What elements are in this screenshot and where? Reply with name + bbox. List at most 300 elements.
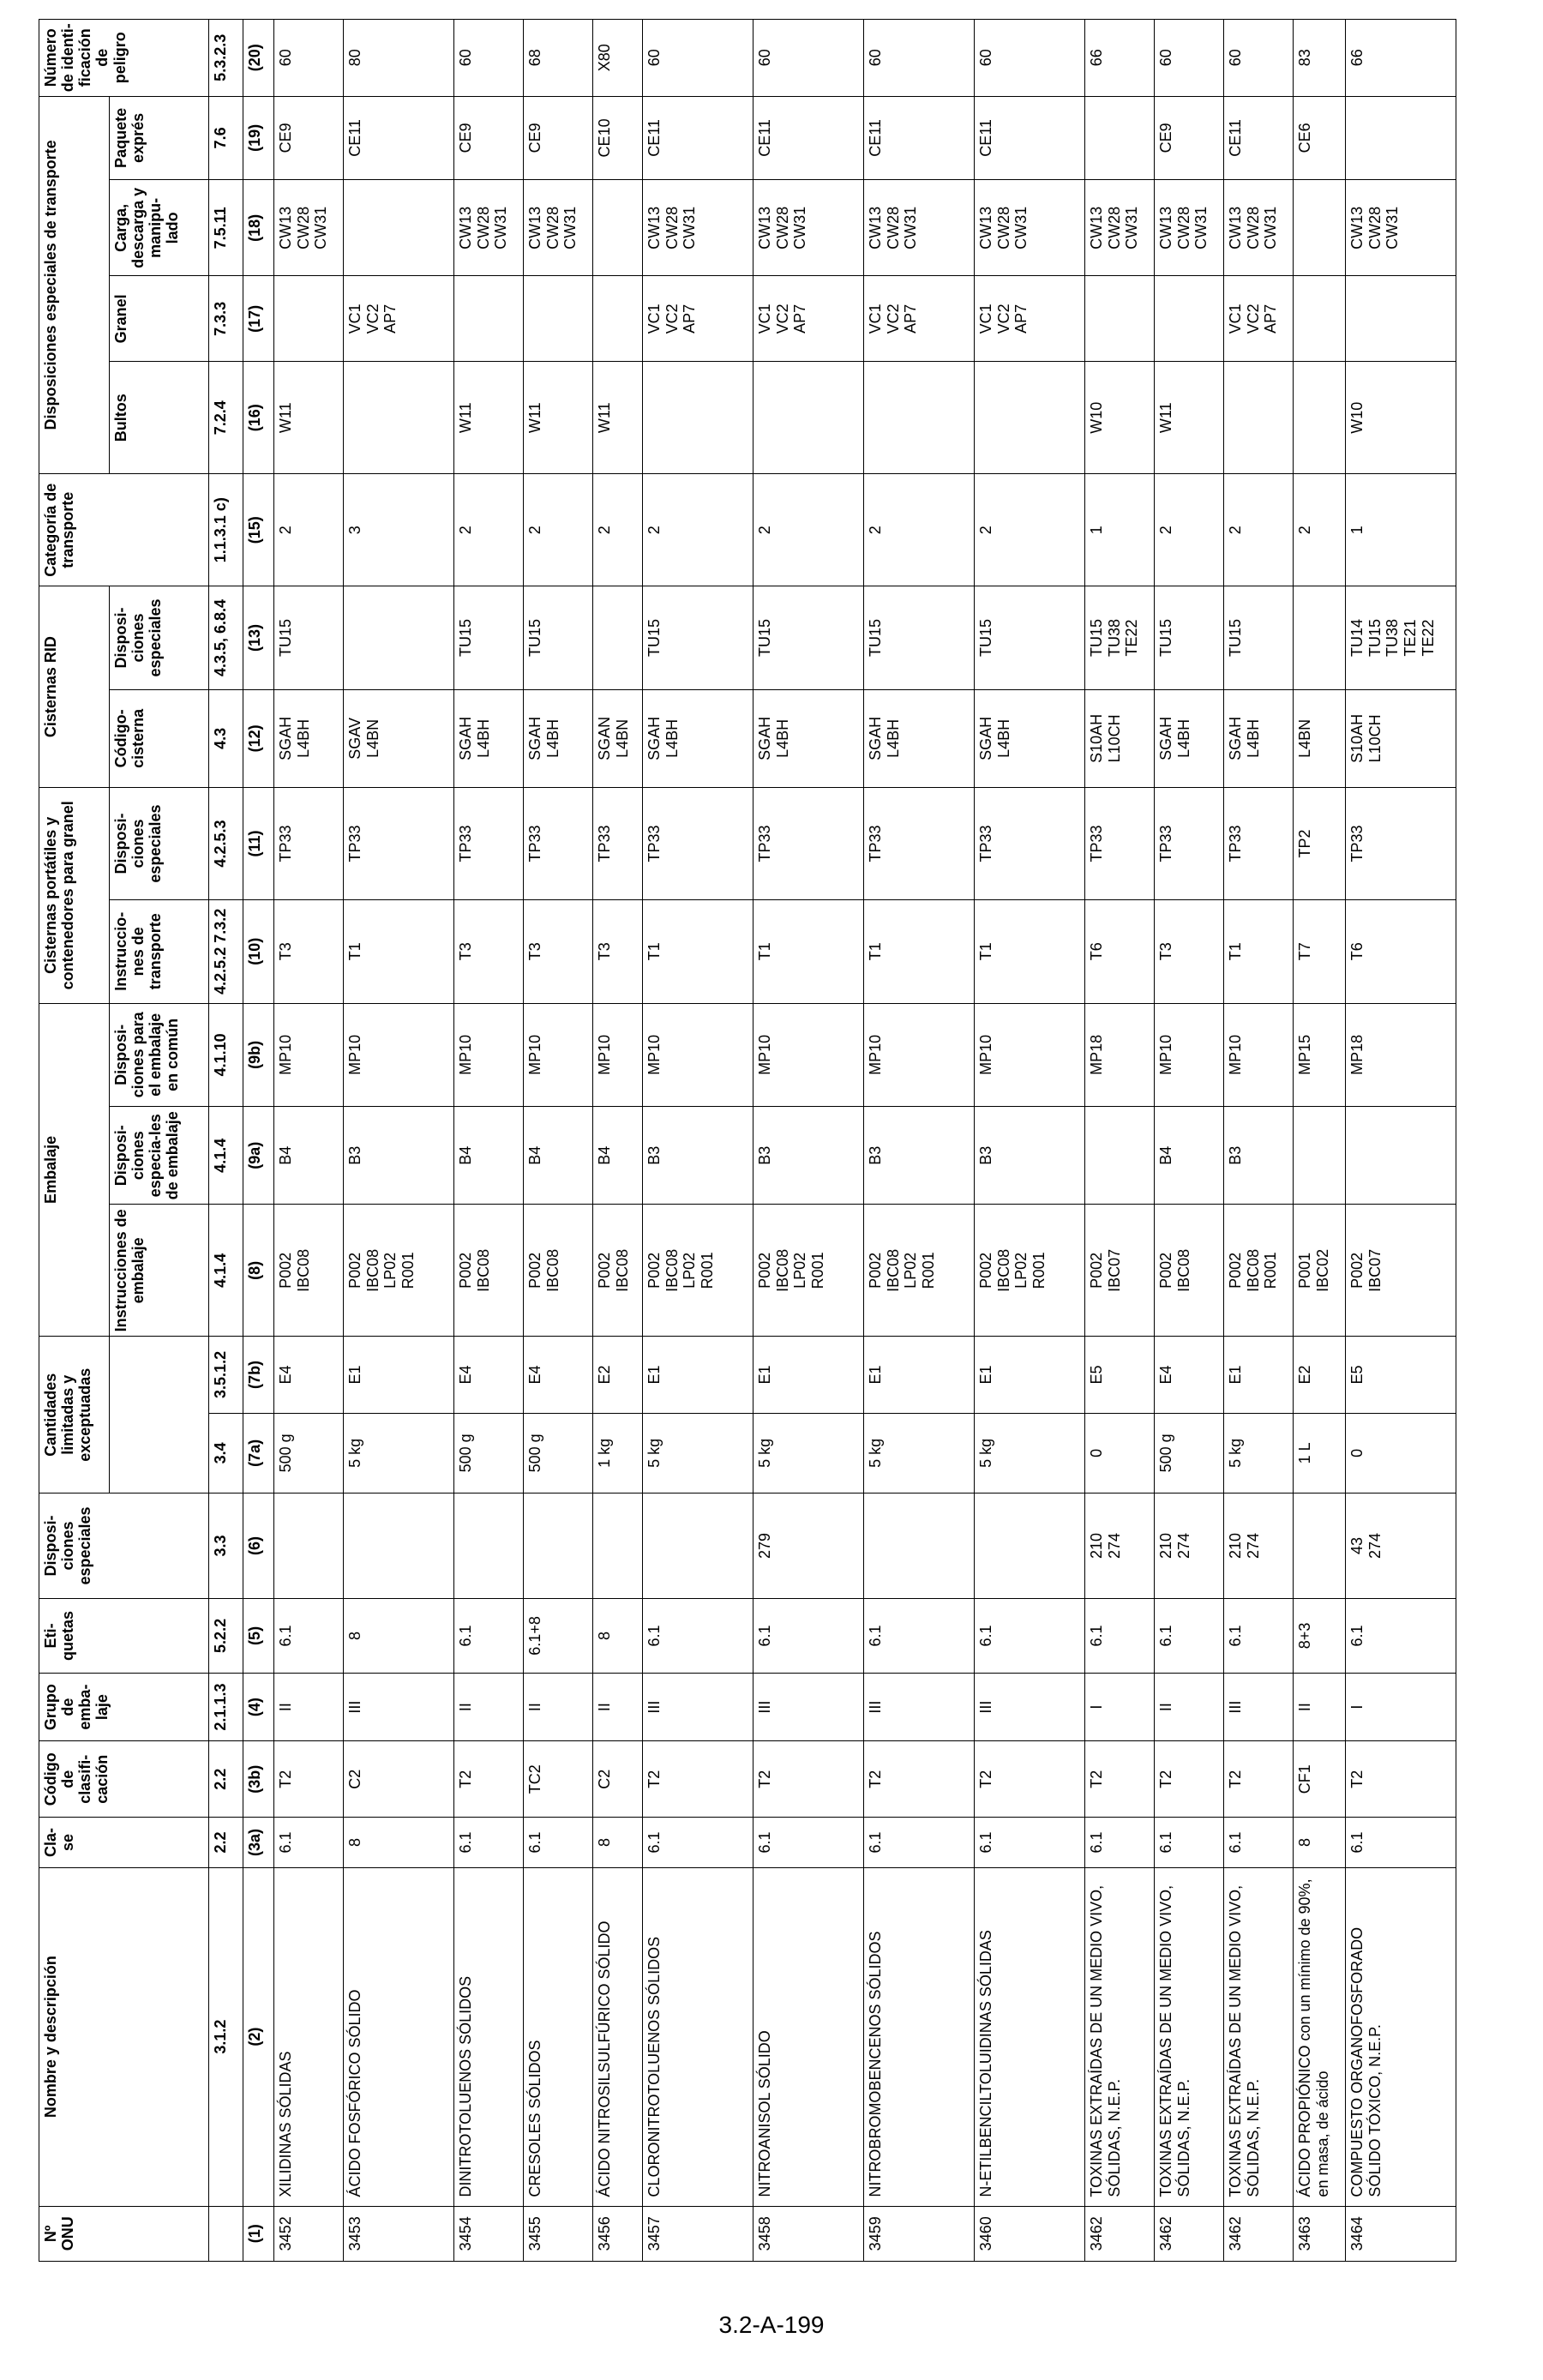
substance-name-cell: NITROANISOL SÓLIDO: [753, 1867, 864, 2206]
table-cell: 0: [1346, 1413, 1456, 1494]
column-number-cell: (4): [243, 1674, 274, 1741]
table-cell: B3: [643, 1107, 753, 1205]
table-row: [864, 20, 975, 2262]
table-cell: 2: [454, 474, 524, 586]
table-cell: [344, 1494, 454, 1599]
table-cell: 5 kg: [753, 1413, 864, 1494]
table-cell: E4: [1155, 1337, 1224, 1413]
table-cell: T6: [1346, 900, 1456, 1004]
table-cell: S10AH L10CH: [1085, 689, 1155, 787]
table-cell: MP10: [524, 1003, 593, 1107]
table-row: [1224, 20, 1294, 2262]
table-cell: TU15: [643, 586, 753, 690]
table-cell: W11: [524, 362, 593, 474]
table-cell: 5 kg: [864, 1413, 975, 1494]
table-cell: TU14 TU15 TU38 TE21 TE22: [1346, 586, 1456, 690]
table-cell: 2: [975, 474, 1085, 586]
table-cell: 6.1: [753, 1818, 864, 1867]
table-cell: 5 kg: [975, 1413, 1085, 1494]
table-cell: [593, 180, 643, 276]
table-cell: 6.1: [524, 1818, 593, 1867]
column-number-cell: (16): [243, 362, 274, 474]
table-cell: T2: [975, 1741, 1085, 1818]
header-special-packing: Disposi-ciones especia-les de embalaje: [110, 1107, 209, 1205]
table-cell: [344, 586, 454, 690]
table-cell: S10AH L10CH: [1346, 689, 1456, 787]
table-cell: T2: [1346, 1741, 1456, 1818]
table-cell: CE11: [1224, 96, 1294, 180]
table-cell: W11: [274, 362, 344, 474]
table-cell: TU15 TU38 TE22: [1085, 586, 1155, 690]
reference-cell: 4.1.4: [209, 1205, 243, 1337]
reference-cell: [209, 2206, 243, 2261]
table-cell: SGAH L4BH: [864, 689, 975, 787]
column-number-cell: (6): [243, 1494, 274, 1599]
table-cell: 6.1: [975, 1598, 1085, 1673]
table-cell: TU15: [1155, 586, 1224, 690]
table-cell: TU15: [975, 586, 1085, 690]
table-cell: 500 g: [274, 1413, 344, 1494]
table-cell: 6.1: [274, 1598, 344, 1673]
reference-cell: 3.3: [209, 1494, 243, 1599]
header-portable-tanks: Cisternas portátiles y contenedores para granel: [39, 788, 110, 1004]
un-number-cell: 3456: [593, 2206, 643, 2261]
column-number-cell: (3b): [243, 1741, 274, 1818]
header-special-transport: Disposiciones especiales de transporte: [39, 96, 110, 474]
reference-cell: 3.1.2: [209, 1867, 243, 2206]
table-cell: CE10: [593, 96, 643, 180]
column-number-cell: (17): [243, 276, 274, 362]
table-cell: [1294, 362, 1346, 474]
table-cell: [864, 362, 975, 474]
table-cell: P002 IBC08: [454, 1205, 524, 1337]
table-cell: 1: [1346, 474, 1456, 586]
table-cell: TP33: [524, 788, 593, 900]
un-number-cell: 3463: [1294, 2206, 1346, 2261]
table-cell: MP18: [1346, 1003, 1456, 1107]
table-cell: SGAN L4BN: [593, 689, 643, 787]
table-cell: TP2: [1294, 788, 1346, 900]
table-cell: [753, 362, 864, 474]
header-name: Nombre y descripción: [39, 1867, 209, 2206]
reference-cell: 4.3.5, 6.8.4: [209, 586, 243, 690]
table-cell: [1294, 180, 1346, 276]
un-number-cell: 3458: [753, 2206, 864, 2261]
table-cell: CW13 CW28 CW31: [975, 180, 1085, 276]
table-cell: 60: [454, 20, 524, 97]
table-cell: II: [454, 1674, 524, 1741]
table-cell: C2: [344, 1741, 454, 1818]
table-cell: 8: [344, 1818, 454, 1867]
reference-cell: 3.4: [209, 1413, 243, 1494]
table-row: [454, 20, 524, 2262]
header-bulk: Granel: [110, 276, 209, 362]
table-cell: [454, 276, 524, 362]
table-cell: SGAH L4BH: [753, 689, 864, 787]
table-cell: III: [864, 1674, 975, 1741]
table-cell: CE9: [1155, 96, 1224, 180]
un-number-cell: 3462: [1155, 2206, 1224, 2261]
table-cell: E1: [344, 1337, 454, 1413]
table-cell: [1085, 1107, 1155, 1205]
substance-name-cell: NITROBROMOBENCENOS SÓLIDOS: [864, 1867, 975, 2206]
table-cell: [1346, 276, 1456, 362]
table-cell: P002 IBC08 LP02 R001: [753, 1205, 864, 1337]
table-cell: SGAH L4BH: [454, 689, 524, 787]
header-special-provisions: Disposi-ciones especiales: [39, 1494, 209, 1599]
column-number-cell: (12): [243, 689, 274, 787]
table-cell: 60: [753, 20, 864, 97]
table-cell: II: [274, 1674, 344, 1741]
reference-cell: 3.5.1.2: [209, 1337, 243, 1413]
page-number: 3.2-A-199: [718, 2311, 825, 2338]
table-row: [344, 20, 454, 2262]
table-cell: CE11: [753, 96, 864, 180]
table-cell: T2: [274, 1741, 344, 1818]
table-cell: MP10: [593, 1003, 643, 1107]
table-cell: 2: [864, 474, 975, 586]
table-cell: [344, 362, 454, 474]
table-cell: T1: [1224, 900, 1294, 1004]
column-number-cell: (2): [243, 1867, 274, 2206]
table-cell: 60: [1155, 20, 1224, 97]
column-number-cell: (18): [243, 180, 274, 276]
table-cell: 6.1+8: [524, 1598, 593, 1673]
table-cell: CE11: [344, 96, 454, 180]
table-cell: MP10: [975, 1003, 1085, 1107]
column-number-cell: (11): [243, 788, 274, 900]
table-cell: T3: [524, 900, 593, 1004]
reference-cell: 7.3.3: [209, 276, 243, 362]
rotated-table-area: [39, 19, 1437, 2262]
table-cell: 2: [274, 474, 344, 586]
table-cell: [593, 276, 643, 362]
table-cell: CW13 CW28 CW31: [274, 180, 344, 276]
table-cell: TP33: [274, 788, 344, 900]
header-packaging: Embalaje: [39, 1003, 110, 1337]
table-cell: TP33: [643, 788, 753, 900]
table-cell: CW13 CW28 CW31: [1224, 180, 1294, 276]
table-cell: [344, 180, 454, 276]
table-cell: 6.1: [454, 1598, 524, 1673]
table-cell: VC1 VC2 AP7: [864, 276, 975, 362]
table-row: [643, 20, 753, 2262]
table-cell: B4: [274, 1107, 344, 1205]
column-number-cell: (9a): [243, 1107, 274, 1205]
table-cell: 210 274: [1224, 1494, 1294, 1599]
table-cell: TP33: [1155, 788, 1224, 900]
table-cell: 1 kg: [593, 1413, 643, 1494]
table-cell: TP33: [1346, 788, 1456, 900]
table-cell: 1 L: [1294, 1413, 1346, 1494]
table-cell: T1: [643, 900, 753, 1004]
table-cell: T1: [975, 900, 1085, 1004]
table-cell: 8: [344, 1598, 454, 1673]
table-cell: CW13 CW28 CW31: [454, 180, 524, 276]
table-cell: III: [344, 1674, 454, 1741]
table-cell: I: [1085, 1674, 1155, 1741]
table-cell: B3: [1224, 1107, 1294, 1205]
header-packages: Bultos: [110, 362, 209, 474]
table-cell: 2: [524, 474, 593, 586]
substance-name-cell: DINITROTOLUENOS SÓLIDOS: [454, 1867, 524, 2206]
column-number-cell: (19): [243, 96, 274, 180]
table-cell: CE9: [274, 96, 344, 180]
table-cell: TP33: [753, 788, 864, 900]
reference-cell: 7.2.4: [209, 362, 243, 474]
table-cell: E1: [643, 1337, 753, 1413]
table-cell: VC1 VC2 AP7: [753, 276, 864, 362]
table-cell: B3: [344, 1107, 454, 1205]
table-cell: TP33: [454, 788, 524, 900]
table-cell: 5 kg: [643, 1413, 753, 1494]
table-cell: [1085, 276, 1155, 362]
table-cell: MP15: [1294, 1003, 1346, 1107]
reference-cell: 4.1.4: [209, 1107, 243, 1205]
header-hazard-id: Número de identi-ficación de peligro: [39, 20, 209, 97]
un-number-cell: 3453: [344, 2206, 454, 2261]
substance-name-cell: CRESOLES SÓLIDOS: [524, 1867, 593, 2206]
substance-name-cell: CLORONITROTOLUENOS SÓLIDOS: [643, 1867, 753, 2206]
table-cell: E1: [1224, 1337, 1294, 1413]
table-cell: 8: [593, 1598, 643, 1673]
table-cell: T2: [1155, 1741, 1224, 1818]
table-cell: SGAH L4BH: [524, 689, 593, 787]
table-cell: T3: [274, 900, 344, 1004]
header-transport-category: Categoría de transporte: [39, 474, 209, 586]
table-cell: E1: [864, 1337, 975, 1413]
table-cell: 68: [524, 20, 593, 97]
table-cell: T6: [1085, 900, 1155, 1004]
un-number-cell: 3462: [1085, 2206, 1155, 2261]
table-cell: E4: [454, 1337, 524, 1413]
table-cell: 60: [975, 20, 1085, 97]
table-cell: P002 IBC08: [593, 1205, 643, 1337]
table-cell: B3: [753, 1107, 864, 1205]
table-cell: 1: [1085, 474, 1155, 586]
column-number-cell: (7b): [243, 1337, 274, 1413]
reference-cell: 2.2: [209, 1818, 243, 1867]
reference-cell: 4.2.5.3: [209, 788, 243, 900]
table-cell: MP10: [454, 1003, 524, 1107]
table-cell: B4: [524, 1107, 593, 1205]
table-cell: [643, 362, 753, 474]
table-cell: CW13 CW28 CW31: [1346, 180, 1456, 276]
substance-name-cell: XILIDINAS SÓLIDAS: [274, 1867, 344, 2206]
reference-cell: 2.1.1.3: [209, 1674, 243, 1741]
table-cell: P002 IBC08 LP02 R001: [344, 1205, 454, 1337]
column-number-cell: (20): [243, 20, 274, 97]
substance-name-cell: TOXINAS EXTRAÍDAS DE UN MEDIO VIVO, SÓLIDAS, N.E.P.: [1155, 1867, 1224, 2206]
table-cell: 6.1: [643, 1818, 753, 1867]
header-classcode: Código de clasifi-cación: [39, 1741, 209, 1818]
table-cell: T2: [643, 1741, 753, 1818]
table-cell: 60: [1224, 20, 1294, 97]
dangerous-goods-table: [39, 19, 1456, 2262]
table-cell: W10: [1085, 362, 1155, 474]
table-cell: 5 kg: [1224, 1413, 1294, 1494]
table-cell: 60: [643, 20, 753, 97]
un-number-cell: 3459: [864, 2206, 975, 2261]
header-pg: Grupo de emba-laje: [39, 1674, 209, 1741]
table-cell: [975, 362, 1085, 474]
table-cell: MP10: [753, 1003, 864, 1107]
header-mixed-packing: Disposi-ciones para el embalaje en común: [110, 1003, 209, 1107]
table-cell: L4BN: [1294, 689, 1346, 787]
table-row: [1085, 20, 1155, 2262]
table-cell: [274, 276, 344, 362]
table-cell: MP10: [1224, 1003, 1294, 1107]
table-cell: II: [593, 1674, 643, 1741]
table-cell: VC1 VC2 AP7: [643, 276, 753, 362]
un-number-cell: 3454: [454, 2206, 524, 2261]
table-cell: E1: [975, 1337, 1085, 1413]
table-cell: B3: [975, 1107, 1085, 1205]
table-cell: 5 kg: [344, 1413, 454, 1494]
table-cell: 6.1: [1346, 1598, 1456, 1673]
table-cell: III: [643, 1674, 753, 1741]
table-cell: 2: [753, 474, 864, 586]
header-labels: Eti-quetas: [39, 1598, 209, 1673]
table-body: [274, 20, 1456, 2262]
table-cell: B3: [864, 1107, 975, 1205]
table-cell: TP33: [344, 788, 454, 900]
column-number-cell: (8): [243, 1205, 274, 1337]
un-number-cell: 3452: [274, 2206, 344, 2261]
column-number-cell: (7a): [243, 1413, 274, 1494]
table-cell: B4: [593, 1107, 643, 1205]
reference-cell: 7.5.11: [209, 180, 243, 276]
table-cell: CF1: [1294, 1741, 1346, 1818]
table-cell: [1155, 276, 1224, 362]
column-number-cell: (5): [243, 1598, 274, 1673]
table-cell: 6.1: [1346, 1818, 1456, 1867]
table-cell: [1224, 362, 1294, 474]
table-cell: TU15: [524, 586, 593, 690]
table-cell: [454, 1494, 524, 1599]
table-cell: T2: [864, 1741, 975, 1818]
table-cell: [593, 586, 643, 690]
table-cell: 6.1: [1155, 1818, 1224, 1867]
table-cell: 2: [643, 474, 753, 586]
table-cell: P001 IBC02: [1294, 1205, 1346, 1337]
substance-name-cell: COMPUESTO ORGANOFOSFORADO SÓLIDO TÓXICO, N.E.P.: [1346, 1867, 1456, 2206]
substance-name-cell: TOXINAS EXTRAÍDAS DE UN MEDIO VIVO, SÓLIDAS, N.E.P.: [1085, 1867, 1155, 2206]
header-limited-quantities: Cantidades limitadas y exceptuadas: [39, 1337, 110, 1494]
table-cell: T3: [593, 900, 643, 1004]
table-cell: [593, 1494, 643, 1599]
table-cell: II: [1294, 1674, 1346, 1741]
table-row: [593, 20, 643, 2262]
column-number-cell: (15): [243, 474, 274, 586]
table-cell: T3: [454, 900, 524, 1004]
table-cell: E5: [1346, 1337, 1456, 1413]
table-cell: III: [753, 1674, 864, 1741]
table-cell: T2: [454, 1741, 524, 1818]
table-cell: [524, 1494, 593, 1599]
reference-cell: 1.1.3.1 c): [209, 474, 243, 586]
table-cell: TP33: [1085, 788, 1155, 900]
table-cell: 6.1: [1155, 1598, 1224, 1673]
table-row: [1294, 20, 1346, 2262]
un-number-cell: 3455: [524, 2206, 593, 2261]
table-row: [975, 20, 1085, 2262]
table-cell: E2: [1294, 1337, 1346, 1413]
table-cell: 500 g: [1155, 1413, 1224, 1494]
table-row: [1155, 20, 1224, 2262]
header-express: Paquete exprés: [110, 96, 209, 180]
table-cell: 279: [753, 1494, 864, 1599]
table-cell: SGAH L4BH: [274, 689, 344, 787]
table-cell: 43 274: [1346, 1494, 1456, 1599]
table-cell: P002 IBC07: [1346, 1205, 1456, 1337]
table-cell: T2: [753, 1741, 864, 1818]
substance-name-cell: ÁCIDO PROPIÓNICO con un mínimo de 90%, en masa, de ácido: [1294, 1867, 1346, 2206]
table-cell: 2: [1294, 474, 1346, 586]
table-cell: MP10: [274, 1003, 344, 1107]
table-cell: TC2: [524, 1741, 593, 1818]
reference-cell: 5.3.2.3: [209, 20, 243, 97]
table-cell: [1294, 276, 1346, 362]
table-cell: [643, 1494, 753, 1599]
table-cell: 6.1: [864, 1818, 975, 1867]
table-cell: [274, 1494, 344, 1599]
table-cell: [1346, 96, 1456, 180]
header-rid-special: Disposi-ciones especiales: [110, 586, 209, 690]
table-cell: W11: [1155, 362, 1224, 474]
table-cell: P002 IBC08 LP02 R001: [643, 1205, 753, 1337]
substance-name-cell: TOXINAS EXTRAÍDAS DE UN MEDIO VIVO, SÓLIDAS, N.E.P.: [1224, 1867, 1294, 2206]
table-cell: B4: [1155, 1107, 1224, 1205]
header-class: Cla-se: [39, 1818, 209, 1867]
table-row: [274, 20, 344, 2262]
table-cell: TU15: [454, 586, 524, 690]
column-number-cell: (3a): [243, 1818, 274, 1867]
substance-name-cell: ÁCIDO NITROSILSULFÚRICO SÓLIDO: [593, 1867, 643, 2206]
table-cell: VC1 VC2 AP7: [975, 276, 1085, 362]
table-cell: T1: [864, 900, 975, 1004]
table-cell: W10: [1346, 362, 1456, 474]
table-cell: E4: [274, 1337, 344, 1413]
table-cell: E5: [1085, 1337, 1155, 1413]
table-cell: T1: [753, 900, 864, 1004]
table-cell: MP10: [643, 1003, 753, 1107]
table-cell: TP33: [593, 788, 643, 900]
table-cell: 60: [274, 20, 344, 97]
table-cell: TU15: [864, 586, 975, 690]
table-cell: MP10: [344, 1003, 454, 1107]
table-row: [753, 20, 864, 2262]
table-cell: I: [1346, 1674, 1456, 1741]
table-cell: CE11: [643, 96, 753, 180]
table-cell: P002 IBC08: [274, 1205, 344, 1337]
reference-row: [209, 20, 243, 2262]
table-cell: C2: [593, 1741, 643, 1818]
table-cell: 3: [344, 474, 454, 586]
table-cell: 8: [593, 1818, 643, 1867]
table-cell: 6.1: [753, 1598, 864, 1673]
table-cell: 210 274: [1085, 1494, 1155, 1599]
table-cell: 210 274: [1155, 1494, 1224, 1599]
table-cell: P002 IBC08 LP02 R001: [975, 1205, 1085, 1337]
table-cell: P002 IBC08 R001: [1224, 1205, 1294, 1337]
table-cell: SGAH L4BH: [1155, 689, 1224, 787]
reference-cell: 7.6: [209, 96, 243, 180]
table-cell: P002 IBC08 LP02 R001: [864, 1205, 975, 1337]
header-tank-instructions: Instruccio-nes de transporte: [110, 900, 209, 1004]
table-cell: TP33: [975, 788, 1085, 900]
table-cell: VC1 VC2 AP7: [344, 276, 454, 362]
